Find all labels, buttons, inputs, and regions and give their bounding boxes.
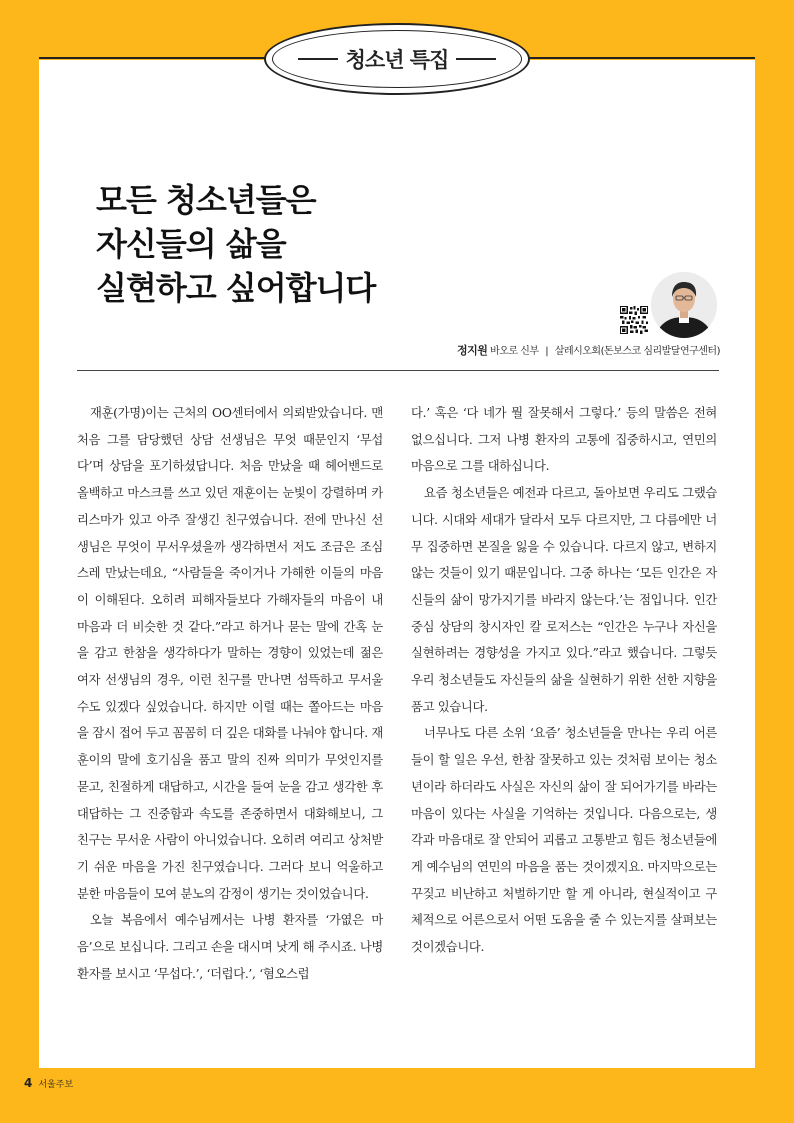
section-badge bbox=[264, 23, 530, 95]
article-title bbox=[96, 178, 375, 310]
paragraph: 재훈(가명)이는 근처의 OO센터에서 의뢰받았습니다. 맨 처음 그를 담당했던 상담 선생님은 무엇 때문인지 ‘무섭다’며 상담을 포기하셨답니다. 처음 만났을 때 헤어밴드로 올백하고 마스크를 쓰고 있던 재훈이는 눈빛이 강렬하며 카리스마가 있고 아주 잘생긴 친구였습니다. 전에 만나신 선생님은 무엇이 무서우셨을까 생각하면서 저도 조금은 조심스레 만났는데요, “사람들을 죽이거나 가해한 이들의 마음이 이해된다. 오히려 피해자들보다 가해자들의 마음이 내 마음과 더 비슷한 것 같다.”라고 하거나 묻는 말에 간혹 눈을 감고 한참을 생각하다가 말하는 경향이 있었는데 젊은 여자 선생님의 경우, 이런 친구를 만나면 섬뜩하고 무서울 수도 있겠다 싶었습니다. 하지만 이럴 때는 쫄아드는 마음을 잠시 접어 두고 꼼꼼히 더 깊은 대화를 나눠야 합니다. 재훈이의 말에 호기심을 품고 말의 진짜 의미가 무엇인지를 묻고, 친절하게 대답하고, 시간을 들여 눈을 감고 생각한 후 대답하는 그 진중함과 속도를 존중하면서 대화해보니, 그 친구는 무서운 사람이 아니었습니다. 오히려 여리고 상처받기 쉬운 마음을 가진 친구였습니다. 그러다 보니 억울하고 분한 마음들이 모여 분노의 감정이 생기는 것이었습니다. bbox=[77, 406, 384, 901]
byline-separator: | bbox=[545, 346, 549, 357]
title-line-3: 실현하고 싶어합니다 bbox=[96, 269, 376, 307]
paragraph: 오늘 복음에서 예수님께서는 나병 환자를 ‘가엾은 마음’으로 보십니다. 그리고 손을 대시며 낫게 해 주시죠. 나병 환자를 보시고 ‘무섭다.’, ‘더럽다.’, ‘혐오스럽 bbox=[77, 913, 384, 981]
paragraph: 요즘 청소년들은 예전과 다르고, 돌아보면 우리도 그랬습니다. 시대와 세대가 달라서 모두 다르지만, 그 다름에만 너무 집중하면 본질을 잃을 수 있습니다. 다르지 않고, 변하지 않는 것들이 있기 때문입니다. 그중 하나는 ‘모든 인간은 자신들의 삶이 망가지기를 바라지 않는다.’는 점입니다. 인간 중심 상담의 창시자인 칼 로저스는 “인간은 누구나 자신을 실현하려는 경향성을 가지고 있다.”라고 했습니다. 그렇듯 우리 청소년들도 자신들의 삶을 실현하기 위한 선한 지향을 품고 있습니다. bbox=[411, 486, 717, 714]
publication-name: 서울주보 bbox=[38, 1080, 74, 1090]
badge-rule-left bbox=[39, 57, 267, 59]
author-affiliation: 살레시오회(돈보스코 심리발달연구센터) bbox=[554, 346, 720, 357]
article-column-left bbox=[77, 400, 383, 987]
article-column-right bbox=[411, 400, 717, 961]
badge-dash-left bbox=[298, 58, 338, 60]
author-byline bbox=[457, 342, 720, 358]
qr-code-icon[interactable] bbox=[620, 306, 648, 334]
badge-dash-right bbox=[456, 58, 496, 60]
author-title: 바오로 신부 bbox=[490, 346, 539, 357]
paragraph: 너무나도 다른 소위 ‘요즘’ 청소년들을 만나는 우리 어른들이 할 일은 우선, 한참 잘못하고 있는 것처럼 보이는 청소년이라 하더라도 사실은 자신의 삶이 잘 되어가기를 바라는 마음이 있다는 사실을 기억하는 것입니다. 다음으로는, 생각과 마음대로 잘 안되어 괴롭고 고통받고 힘든 청소년들에게 예수님의 연민의 마음을 품는 것이겠지요. 마지막으로는 꾸짖고 비난하고 처벌하기만 할 게 아니라, 현실적이고 구체적으로 어른으로서 어떤 도움을 줄 수 있는지를 살펴보는 것이겠습니다. bbox=[411, 726, 717, 955]
page-number: 4 bbox=[24, 1076, 33, 1090]
section-badge-label: 청소년 특집 bbox=[345, 48, 449, 72]
author-name: 정지원 bbox=[456, 344, 488, 357]
title-line-1: 모든 청소년들은 bbox=[96, 181, 316, 219]
badge-rule-right bbox=[527, 57, 755, 59]
title-line-2: 자신들의 삶을 bbox=[96, 225, 286, 263]
paragraph: 다.’ 혹은 ‘다 네가 뭘 잘못해서 그렇다.’ 등의 말씀은 전혀 없으십니다. 그저 나병 환자의 고통에 집중하시고, 연민의 마음으로 그를 대하십니다. bbox=[411, 406, 717, 474]
header-divider bbox=[77, 370, 719, 371]
author-photo bbox=[651, 272, 717, 338]
page-footer bbox=[24, 1076, 73, 1090]
